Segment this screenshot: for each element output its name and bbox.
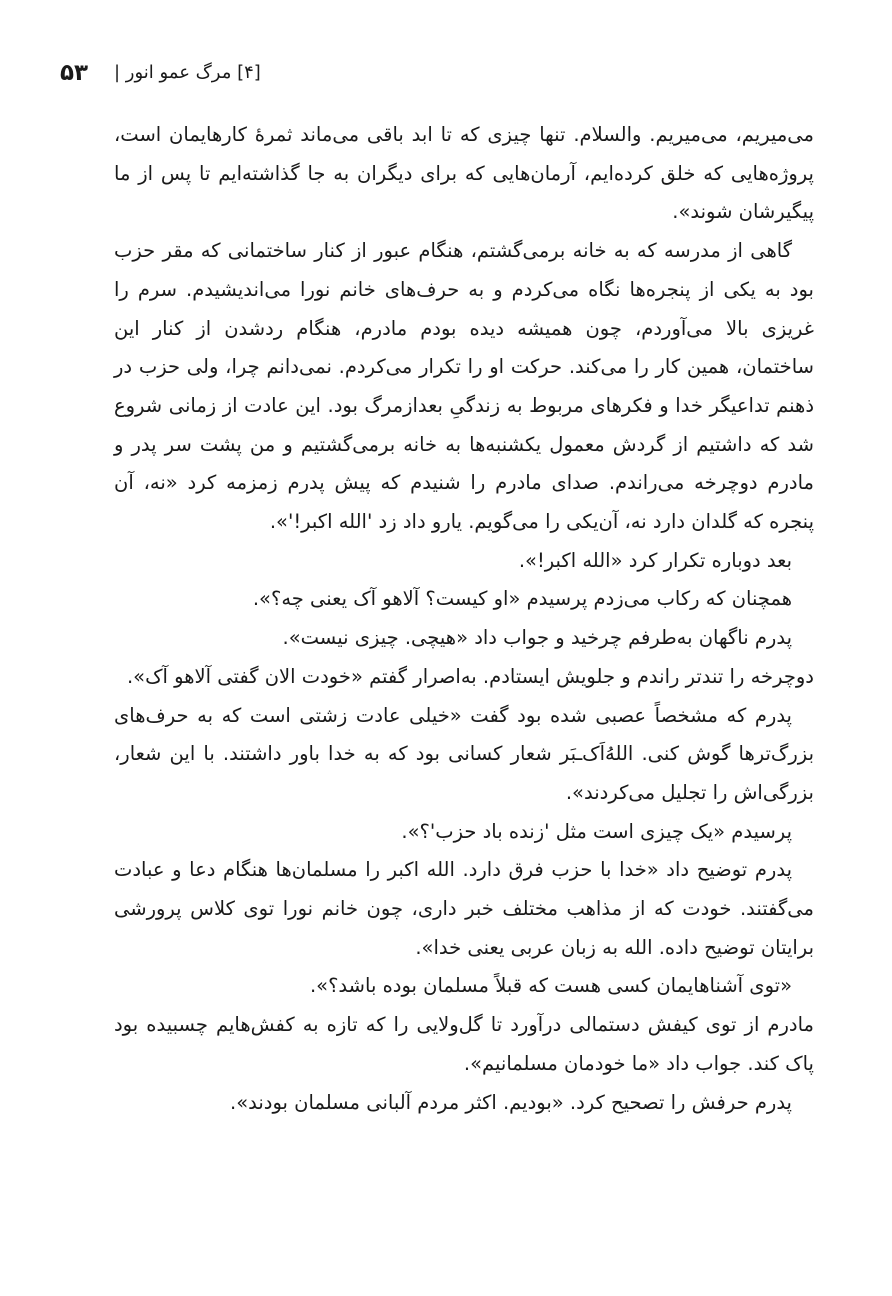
paragraph: گاهی از مدرسه که به خانه برمی‌گشتم، هنگام عبور از کنار ساختمانی که مقر حزب بود به یکی از پنجره‌ها نگاه می‌کردم و به حرف‌های خانم نورا می‌اندیشیدم. سرم را غریزی بالا می‌آوردم، چون همیشه دیده بودم مادرم، هنگام ردشدن از کنار این ساختمان، همین کار را می‌کند. حرکت او را تکرار می‌کردم. نمی‌دانم چرا، ولی حزب در ذهنم تداعیگر خدا و فکرهای مربوط به زندگیِ بعدازمرگ بود. این عادت از زمانی شروع شد که داشتیم از گردش معمول یکشنبه‌ها به خانه برمی‌گشتیم و من پشت سر پدر و مادرم دوچرخه می‌راندم. صدای مادرم را شنیدم که پیش پدرم زمزمه کرد «نه، آن پنجره که گلدان دارد نه، آن‌یکی را می‌گویم. یارو داد زد 'الله اکبر!'».: [114, 239, 814, 534]
paragraph: می‌میریم، می‌میریم. والسلام. تنها چیزی که تا ابد باقی می‌ماند ثمرهٔ کارهایمان است، پروژه‌هایی که خلق کرده‌ایم، آرمان‌هایی که برای دیگران به جا گذاشته‌ایم تا پس از ما پیگیرشان شوند».: [114, 123, 814, 224]
body-text: [114, 116, 814, 1122]
paragraph: پدرم توضیح داد «خدا با حزب فرق دارد. الله اکبر را مسلمان‌ها هنگام دعا و عبادت می‌گفتند. خودت که از مذاهب مختلف خبر داری، چون خانم نورا توی کلاس پرورشی برایتان توضیح داده. الله به زبان عربی یعنی خدا».: [114, 858, 814, 959]
paragraph: پدرم ناگهان به‌طرفم چرخید و جواب داد «هیچی. چیزی نیست».: [282, 626, 792, 650]
page-number: ۵۳: [60, 60, 89, 86]
page-header: [60, 58, 820, 88]
paragraph: پدرم حرفش را تصحیح کرد. «بودیم. اکثر مردم آلبانی مسلمان بودند».: [230, 1090, 792, 1114]
paragraph: همچنان که رکاب می‌زدم پرسیدم «او کیست؟ آلاهو آک یعنی چه؟».: [252, 587, 792, 611]
paragraph: پرسیدم «یک چیزی است مثل 'زنده باد حزب'؟».: [401, 819, 792, 843]
paragraph: پدرم که مشخصاً عصبی شده بود گفت «خیلی عادت زشتی است که به حرف‌های بزرگ‌ترها گوش کنی. اللهُ‌اَک‌ـبَر شعار کسانی بود که به خدا باور داشتند. با این شعار، بزرگی‌اش را تجلیل می‌کردند».: [114, 703, 814, 804]
paragraph: مادرم از توی کیفش دستمالی درآورد تا گل‌ولایی را که تازه به کفش‌هایم چسبیده بود پاک کند. جواب داد «ما خودمان مسلمانیم».: [114, 1013, 814, 1075]
paragraph: «توی آشناهایمان کسی هست که قبلاً مسلمان بوده باشد؟».: [309, 974, 792, 998]
paragraph: دوچرخه را تندتر راندم و جلویش ایستادم. به‌اصرار گفتم «خودت الان گفتی آلاهو آک».: [126, 664, 814, 688]
paragraph: بعد دوباره تکرار کرد «الله اکبر!».: [518, 548, 792, 572]
running-head: [۴] مرگ عمو انور |: [114, 62, 261, 83]
